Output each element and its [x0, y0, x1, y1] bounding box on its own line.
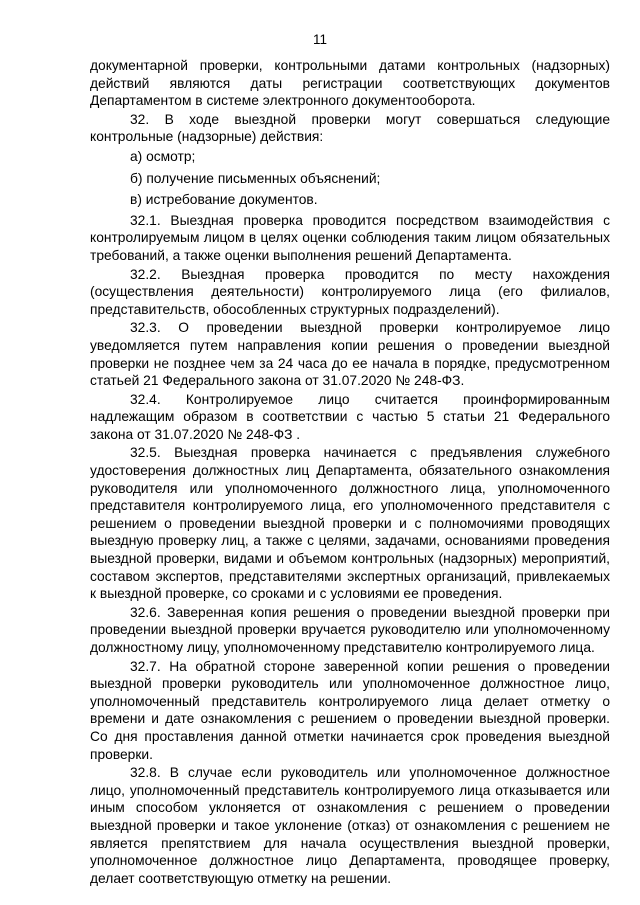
list-item-c: в) истребование документов.	[130, 192, 318, 208]
document-body	[90, 57, 610, 887]
paragraph-32-8: 32.8. В случае если руководитель или уполномоченное должностное лицо, уполномоченный представитель контролируемого лица отказывается или иным способом уклоняется от ознакомления с решением о проведении выездной проверки и такое уклонение (отказ) от ознакомления с решением не является препятствием для начала осуществления выездной проверки, уполномоченное должностное лицо Департамента, проводящее проверку, делает соответствующую отметку на решении.	[90, 765, 610, 886]
paragraph-32: 32. В ходе выездной проверки могут совершаться следующие контрольные (надзорные) действия:	[90, 111, 610, 145]
paragraph-32-1: 32.1. Выездная проверка проводится посредством взаимодействия с контролируемым лицом в целях оценки соблюдения таким лицом обязательных требований, а также оценки выполнения решений Департамента.	[90, 212, 610, 263]
paragraph-continuation: документарной проверки, контрольными датами контрольных (надзорных) действий являются даты регистрации соответствующих документов Департаментом в системе электронного документооборота.	[90, 58, 610, 109]
paragraph-32-7: 32.7. На обратной стороне заверенной копии решения о проведении выездной проверки руководитель или уполномоченное должностное лицо, уполномоченный представитель контролируемого лица делает отметку о времени и дате ознакомления с решением о проведении выездной проверки. Со дня проставления данной отметки начинается срок проведения выездной проверки.	[90, 658, 610, 762]
paragraph-32-2: 32.2. Выездная проверка проводится по месту нахождения (осуществления деятельности) контролируемого лица (его филиалов, представительств, обособленных структурных подразделений).	[90, 266, 610, 317]
paragraph-32-4: 32.4. Контролируемое лицо считается проинформированным надлежащим образом в соответствии с частью 5 статьи 21 Федерального закона от 31.07.2020 № 248-ФЗ .	[90, 391, 610, 442]
paragraph-32-3: 32.3. О проведении выездной проверки контролируемое лицо уведомляется путем направления копии решения о проведении выездной проверки не позднее чем за 24 часа до ее начала в порядке, предусмотренном статьей 21 Федерального закона от 31.07.2020 № 248-ФЗ.	[90, 320, 610, 389]
paragraph-32-5: 32.5. Выездная проверка начинается с предъявления служебного удостоверения должностных лиц Департамента, обязательного ознакомления руководителя или уполномоченного должностного лица, уполномоченного представителя контролируемого лица, его уполномоченного представителя с решением о проведении выездной проверки и с полномочиями проводящих выездную проверку лиц, а также с целями, задачами, основаниями проведения выездной проверки, видами и объемом контрольных (надзорных) мероприятий, составом экспертов, представителями экспертных организаций, привлекаемых к выездной проверке, со сроками и с условиями ее проведения.	[90, 445, 610, 602]
paragraph-32-6: 32.6. Заверенная копия решения о проведении выездной проверки при проведении выездной проверки вручается руководителю или уполномоченному должностному лицу, уполномоченному представителю контролируемого лица.	[90, 604, 610, 655]
page-number: 11	[312, 32, 327, 47]
list-item-a: а) осмотр;	[130, 148, 196, 164]
list-item-b: б) получение письменных объяснений;	[130, 170, 381, 186]
